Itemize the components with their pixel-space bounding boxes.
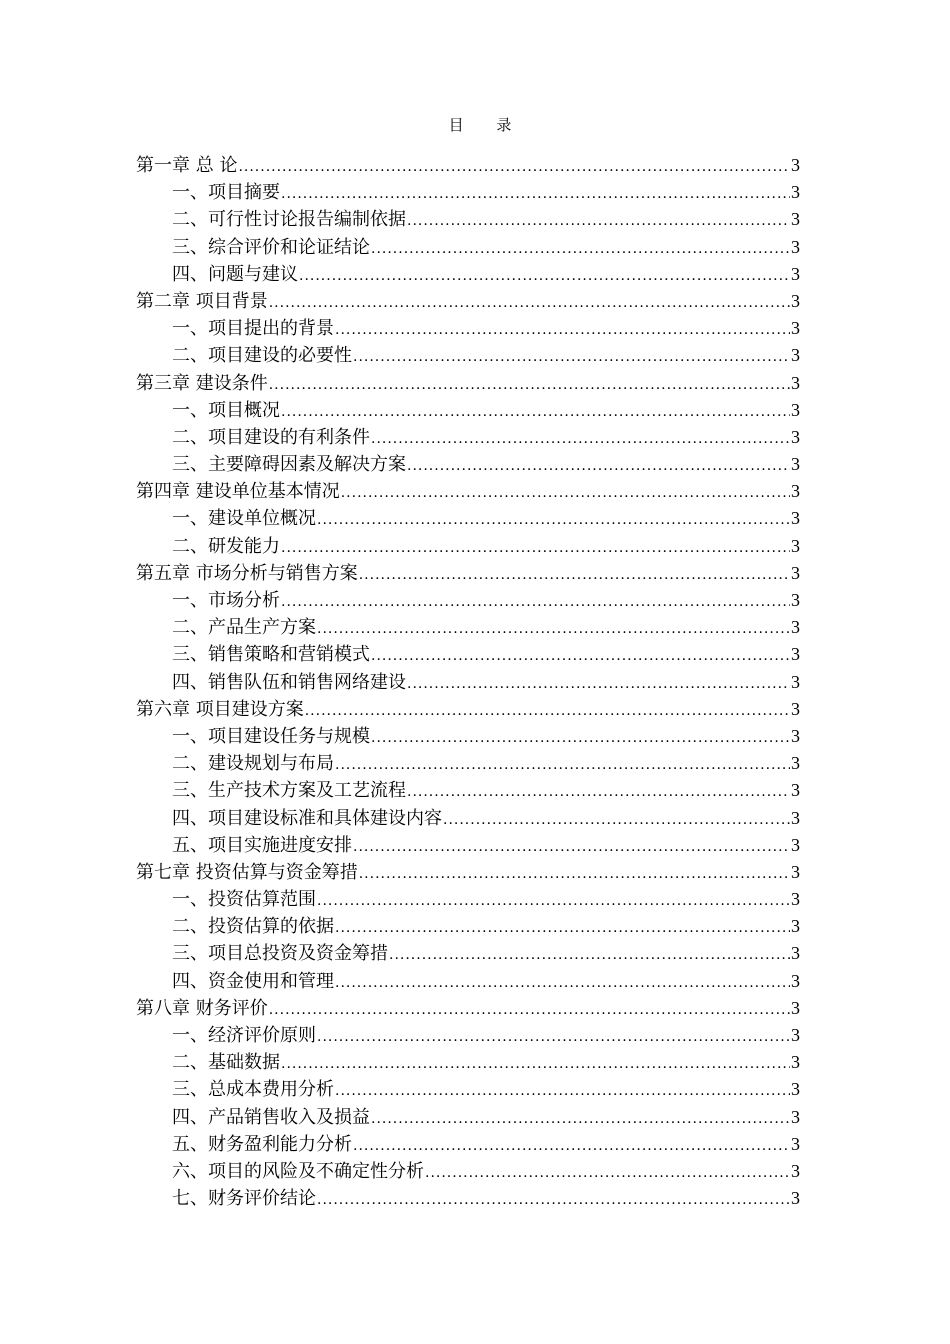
dot-leader	[335, 317, 790, 344]
dot-leader	[281, 181, 790, 208]
toc-entry-label: 一、市场分析	[172, 590, 280, 611]
dot-leader	[371, 236, 790, 263]
toc-section-entry[interactable]	[136, 1022, 800, 1049]
toc-section-entry[interactable]	[136, 1131, 800, 1158]
toc-page-number: 3	[791, 1106, 800, 1127]
dot-leader	[335, 752, 790, 779]
toc-page-number: 3	[791, 236, 800, 257]
toc-section-entry[interactable]	[136, 1049, 800, 1076]
toc-page-number: 3	[791, 1160, 800, 1181]
toc-section-entry[interactable]	[136, 397, 800, 424]
toc-entry-label: 一、经济评价原则	[172, 1025, 316, 1046]
dot-leader	[317, 616, 790, 643]
dot-leader	[371, 725, 790, 752]
toc-entry-label: 一、项目建设任务与规模	[172, 725, 370, 747]
toc-entry-label: 第二章 项目背景	[136, 290, 268, 312]
toc-page-number: 3	[791, 345, 800, 366]
dot-leader	[281, 399, 790, 426]
dot-leader	[371, 426, 790, 453]
toc-page-number: 3	[791, 698, 800, 719]
toc-section-entry[interactable]	[136, 913, 800, 940]
toc-section-entry[interactable]	[136, 261, 800, 288]
dot-leader	[371, 1106, 790, 1133]
dot-leader	[407, 453, 790, 480]
toc-entry-label: 五、项目实施进度安排	[172, 834, 352, 856]
dot-leader	[281, 1051, 790, 1078]
dot-leader	[269, 290, 790, 317]
dot-leader	[317, 1187, 790, 1214]
toc-entry-label: 三、销售策略和营销模式	[172, 644, 370, 666]
toc-section-entry[interactable]	[136, 886, 800, 913]
toc-entry-label: 三、生产技术方案及工艺流程	[172, 780, 406, 802]
toc-entry-label: 二、投资估算的依据	[172, 916, 334, 938]
toc-entry-label: 四、项目建设标准和具体建设内容	[172, 807, 442, 829]
dot-leader	[281, 535, 790, 562]
toc-page-number: 3	[791, 508, 800, 529]
toc-section-entry[interactable]	[136, 342, 800, 369]
toc-entry-label: 三、主要障碍因素及解决方案	[172, 454, 406, 476]
dot-leader	[389, 942, 790, 969]
dot-leader	[353, 834, 790, 861]
toc-page-number: 3	[791, 889, 800, 910]
toc-chapter-entry[interactable]	[136, 478, 800, 505]
toc-section-entry[interactable]	[136, 179, 800, 206]
toc-page-number: 3	[791, 182, 800, 203]
toc-entry-label: 二、基础数据	[172, 1052, 280, 1074]
dot-leader	[341, 480, 790, 507]
dot-leader	[317, 1024, 790, 1051]
toc-section-entry[interactable]	[136, 451, 800, 478]
toc-page-number: 3	[791, 209, 800, 230]
toc-section-entry[interactable]	[136, 1104, 800, 1131]
toc-page-number: 3	[791, 155, 800, 175]
toc-entry-label: 第八章 财务评价	[136, 997, 268, 1019]
toc-entry-label: 第四章 建设单位基本情况	[136, 481, 340, 503]
toc-chapter-entry[interactable]	[136, 995, 800, 1022]
toc-page-number: 3	[791, 834, 800, 855]
toc-chapter-entry[interactable]	[136, 859, 800, 886]
toc-page-number: 3	[791, 290, 800, 311]
toc-entry-label: 一、建设单位概况	[172, 508, 316, 530]
toc-page-number: 3	[791, 454, 800, 475]
toc-page-number: 3	[791, 1052, 800, 1073]
toc-page-number: 3	[791, 399, 800, 420]
toc-section-entry[interactable]	[136, 968, 800, 995]
toc-page-number: 3	[791, 725, 800, 746]
toc-page-number: 3	[791, 916, 800, 937]
toc-page-number: 3	[791, 426, 800, 447]
dot-leader	[407, 671, 790, 698]
toc-page-number: 3	[791, 1133, 800, 1154]
toc-section-entry[interactable]	[136, 614, 800, 641]
toc-page-number: 3	[791, 590, 800, 610]
dot-leader	[407, 779, 790, 806]
toc-entry-label: 六、项目的风险及不确定性分析	[172, 1160, 424, 1182]
dot-leader	[317, 888, 790, 915]
dot-leader	[443, 807, 790, 834]
toc-entry-label: 四、销售队伍和销售网络建设	[172, 671, 406, 693]
toc-page-number: 3	[791, 807, 800, 828]
toc-page-number: 3	[791, 1079, 800, 1100]
toc-page-number: 3	[791, 1025, 800, 1045]
toc-section-entry[interactable]	[136, 777, 800, 804]
dot-leader	[317, 507, 790, 534]
toc-entry-label: 第一章 总 论	[136, 155, 238, 176]
toc-page-number: 3	[791, 535, 800, 556]
toc-chapter-entry[interactable]	[136, 370, 800, 397]
dot-leader	[335, 970, 790, 997]
toc-page-number: 3	[791, 372, 800, 393]
toc-page-number: 3	[791, 562, 800, 583]
toc-entry-label: 四、问题与建议	[172, 263, 298, 285]
toc-entry-label: 三、总成本费用分析	[172, 1079, 334, 1101]
dot-leader	[269, 372, 790, 399]
toc-entry-label: 第七章 投资估算与资金筹措	[136, 861, 358, 883]
toc-page-number: 3	[791, 318, 800, 339]
toc-chapter-entry[interactable]	[136, 288, 800, 315]
table-of-contents	[136, 152, 800, 1212]
toc-section-entry[interactable]	[136, 234, 800, 261]
toc-entry-label: 二、产品生产方案	[172, 617, 316, 639]
toc-section-entry[interactable]	[136, 723, 800, 750]
toc-section-entry[interactable]	[136, 641, 800, 668]
toc-entry-label: 二、可行性讨论报告编制依据	[172, 209, 406, 231]
toc-section-entry[interactable]	[136, 424, 800, 451]
toc-section-entry[interactable]	[136, 315, 800, 342]
toc-entry-label: 一、项目摘要	[172, 182, 280, 204]
dot-leader	[359, 562, 790, 589]
toc-section-entry[interactable]	[136, 206, 800, 233]
toc-page-number: 3	[791, 943, 800, 964]
toc-page-number: 3	[791, 997, 800, 1018]
toc-section-entry[interactable]	[136, 505, 800, 532]
toc-entry-label: 一、项目概况	[172, 399, 280, 421]
toc-entry-label: 五、财务盈利能力分析	[172, 1133, 352, 1155]
toc-page-number: 3	[791, 644, 800, 665]
dot-leader	[353, 344, 790, 371]
dot-leader	[407, 208, 790, 235]
dot-leader	[305, 698, 790, 725]
toc-chapter-entry[interactable]	[136, 152, 800, 179]
toc-section-entry[interactable]	[136, 1185, 800, 1212]
dot-leader	[425, 1160, 790, 1187]
toc-page-number: 3	[791, 617, 800, 638]
toc-entry-label: 二、研发能力	[172, 535, 280, 557]
dot-leader	[353, 1133, 790, 1160]
toc-chapter-entry[interactable]	[136, 696, 800, 723]
toc-section-entry[interactable]	[136, 587, 800, 614]
toc-section-entry[interactable]	[136, 669, 800, 696]
toc-section-entry[interactable]	[136, 805, 800, 832]
toc-page-number: 3	[791, 753, 800, 774]
toc-entry-label: 一、投资估算范围	[172, 889, 316, 911]
toc-page-number: 3	[791, 481, 800, 502]
toc-entry-label: 二、建设规划与布局	[172, 753, 334, 775]
dot-leader	[335, 1078, 790, 1105]
toc-entry-label: 第六章 项目建设方案	[136, 698, 304, 720]
dot-leader	[238, 154, 790, 181]
toc-page-number: 3	[791, 1188, 800, 1209]
toc-section-entry[interactable]	[136, 533, 800, 560]
dot-leader	[269, 997, 790, 1024]
toc-section-entry[interactable]	[136, 1158, 800, 1185]
toc-section-entry[interactable]	[136, 1076, 800, 1103]
toc-page-number: 3	[791, 780, 800, 801]
toc-entry-label: 二、项目建设的必要性	[172, 345, 352, 367]
toc-entry-label: 四、资金使用和管理	[172, 970, 334, 992]
toc-title: 目 录	[448, 116, 526, 134]
toc-page-number: 3	[791, 263, 800, 284]
dot-leader	[299, 263, 790, 290]
toc-chapter-entry[interactable]	[136, 560, 800, 587]
toc-entry-label: 七、财务评价结论	[172, 1188, 316, 1210]
toc-section-entry[interactable]	[136, 940, 800, 967]
dot-leader	[335, 915, 790, 942]
dot-leader	[281, 589, 790, 616]
toc-entry-label: 一、项目提出的背景	[172, 318, 334, 340]
dot-leader	[359, 861, 790, 888]
toc-page-number: 3	[791, 671, 800, 692]
toc-entry-label: 二、项目建设的有利条件	[172, 426, 370, 448]
toc-page-number: 3	[791, 861, 800, 882]
toc-entry-label: 第三章 建设条件	[136, 372, 268, 394]
toc-entry-label: 三、项目总投资及资金筹措	[172, 943, 388, 965]
toc-entry-label: 三、综合评价和论证结论	[172, 236, 370, 258]
toc-entry-label: 第五章 市场分析与销售方案	[136, 562, 358, 584]
toc-section-entry[interactable]	[136, 750, 800, 777]
dot-leader	[371, 643, 790, 670]
toc-page-number: 3	[791, 970, 800, 991]
toc-section-entry[interactable]	[136, 832, 800, 859]
toc-entry-label: 四、产品销售收入及损益	[172, 1106, 370, 1128]
